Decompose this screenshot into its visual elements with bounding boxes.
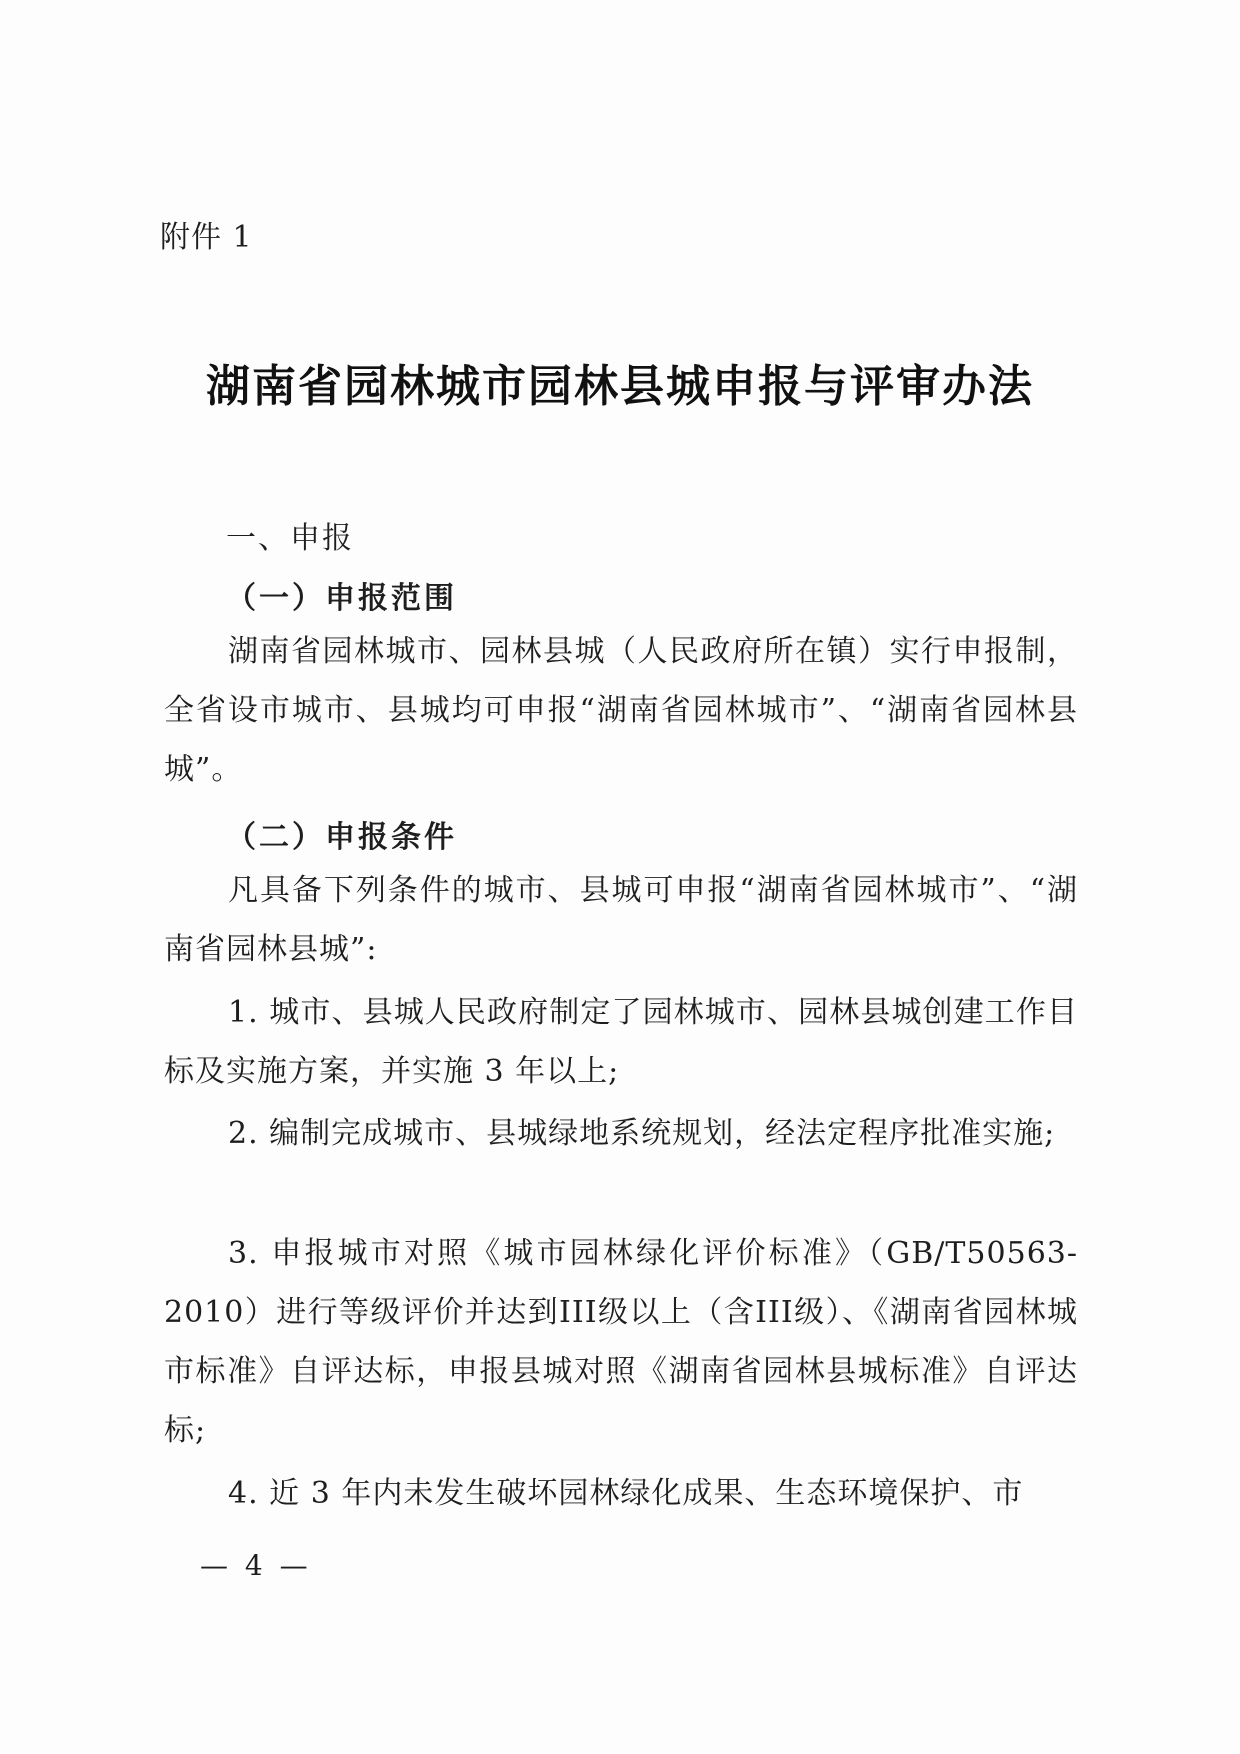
paragraph-conditions-intro: 凡具备下列条件的城市、县城可申报“湖南省园林城市”、“湖南省园林县城”: (164, 873, 1078, 967)
condition-item-1: 1. 城市、县城人民政府制定了园林城市、园林县城创建工作目标及实施方案，并实施 3 年以上; (164, 995, 1078, 1089)
page-number: — 4 — (200, 1549, 312, 1582)
condition-item-4: 4. 近 3 年内未发生破坏园林绿化成果、生态环境保护、市 (228, 1476, 1024, 1511)
document-title: 湖南省园林城市园林县城申报与评审办法 (206, 361, 1034, 412)
condition-item-3: 3. 申报城市对照《城市园林绿化评价标准》（GB/T50563-2010）进行等级评价并达到III级以上（含III级）、《湖南省园林城市标准》自评达标，申报县城对照《湖南省园林县城标准》自评达标; (164, 1236, 1078, 1448)
subsection-heading-scope: （一）申报范围 (226, 581, 457, 616)
attachment-label: 附件 1 (160, 220, 253, 255)
condition-item-2: 2. 编制完成城市、县城绿地系统规划，经法定程序批准实施; (228, 1116, 1056, 1151)
subsection-heading-conditions: （二）申报条件 (226, 820, 457, 855)
paragraph-scope: 湖南省园林城市、园林县城（人民政府所在镇）实行申报制，全省设市城市、县城均可申报“湖南省园林城市”、“湖南省园林县城”。 (164, 634, 1078, 787)
section-heading-apply: 一、申报 (226, 521, 354, 556)
